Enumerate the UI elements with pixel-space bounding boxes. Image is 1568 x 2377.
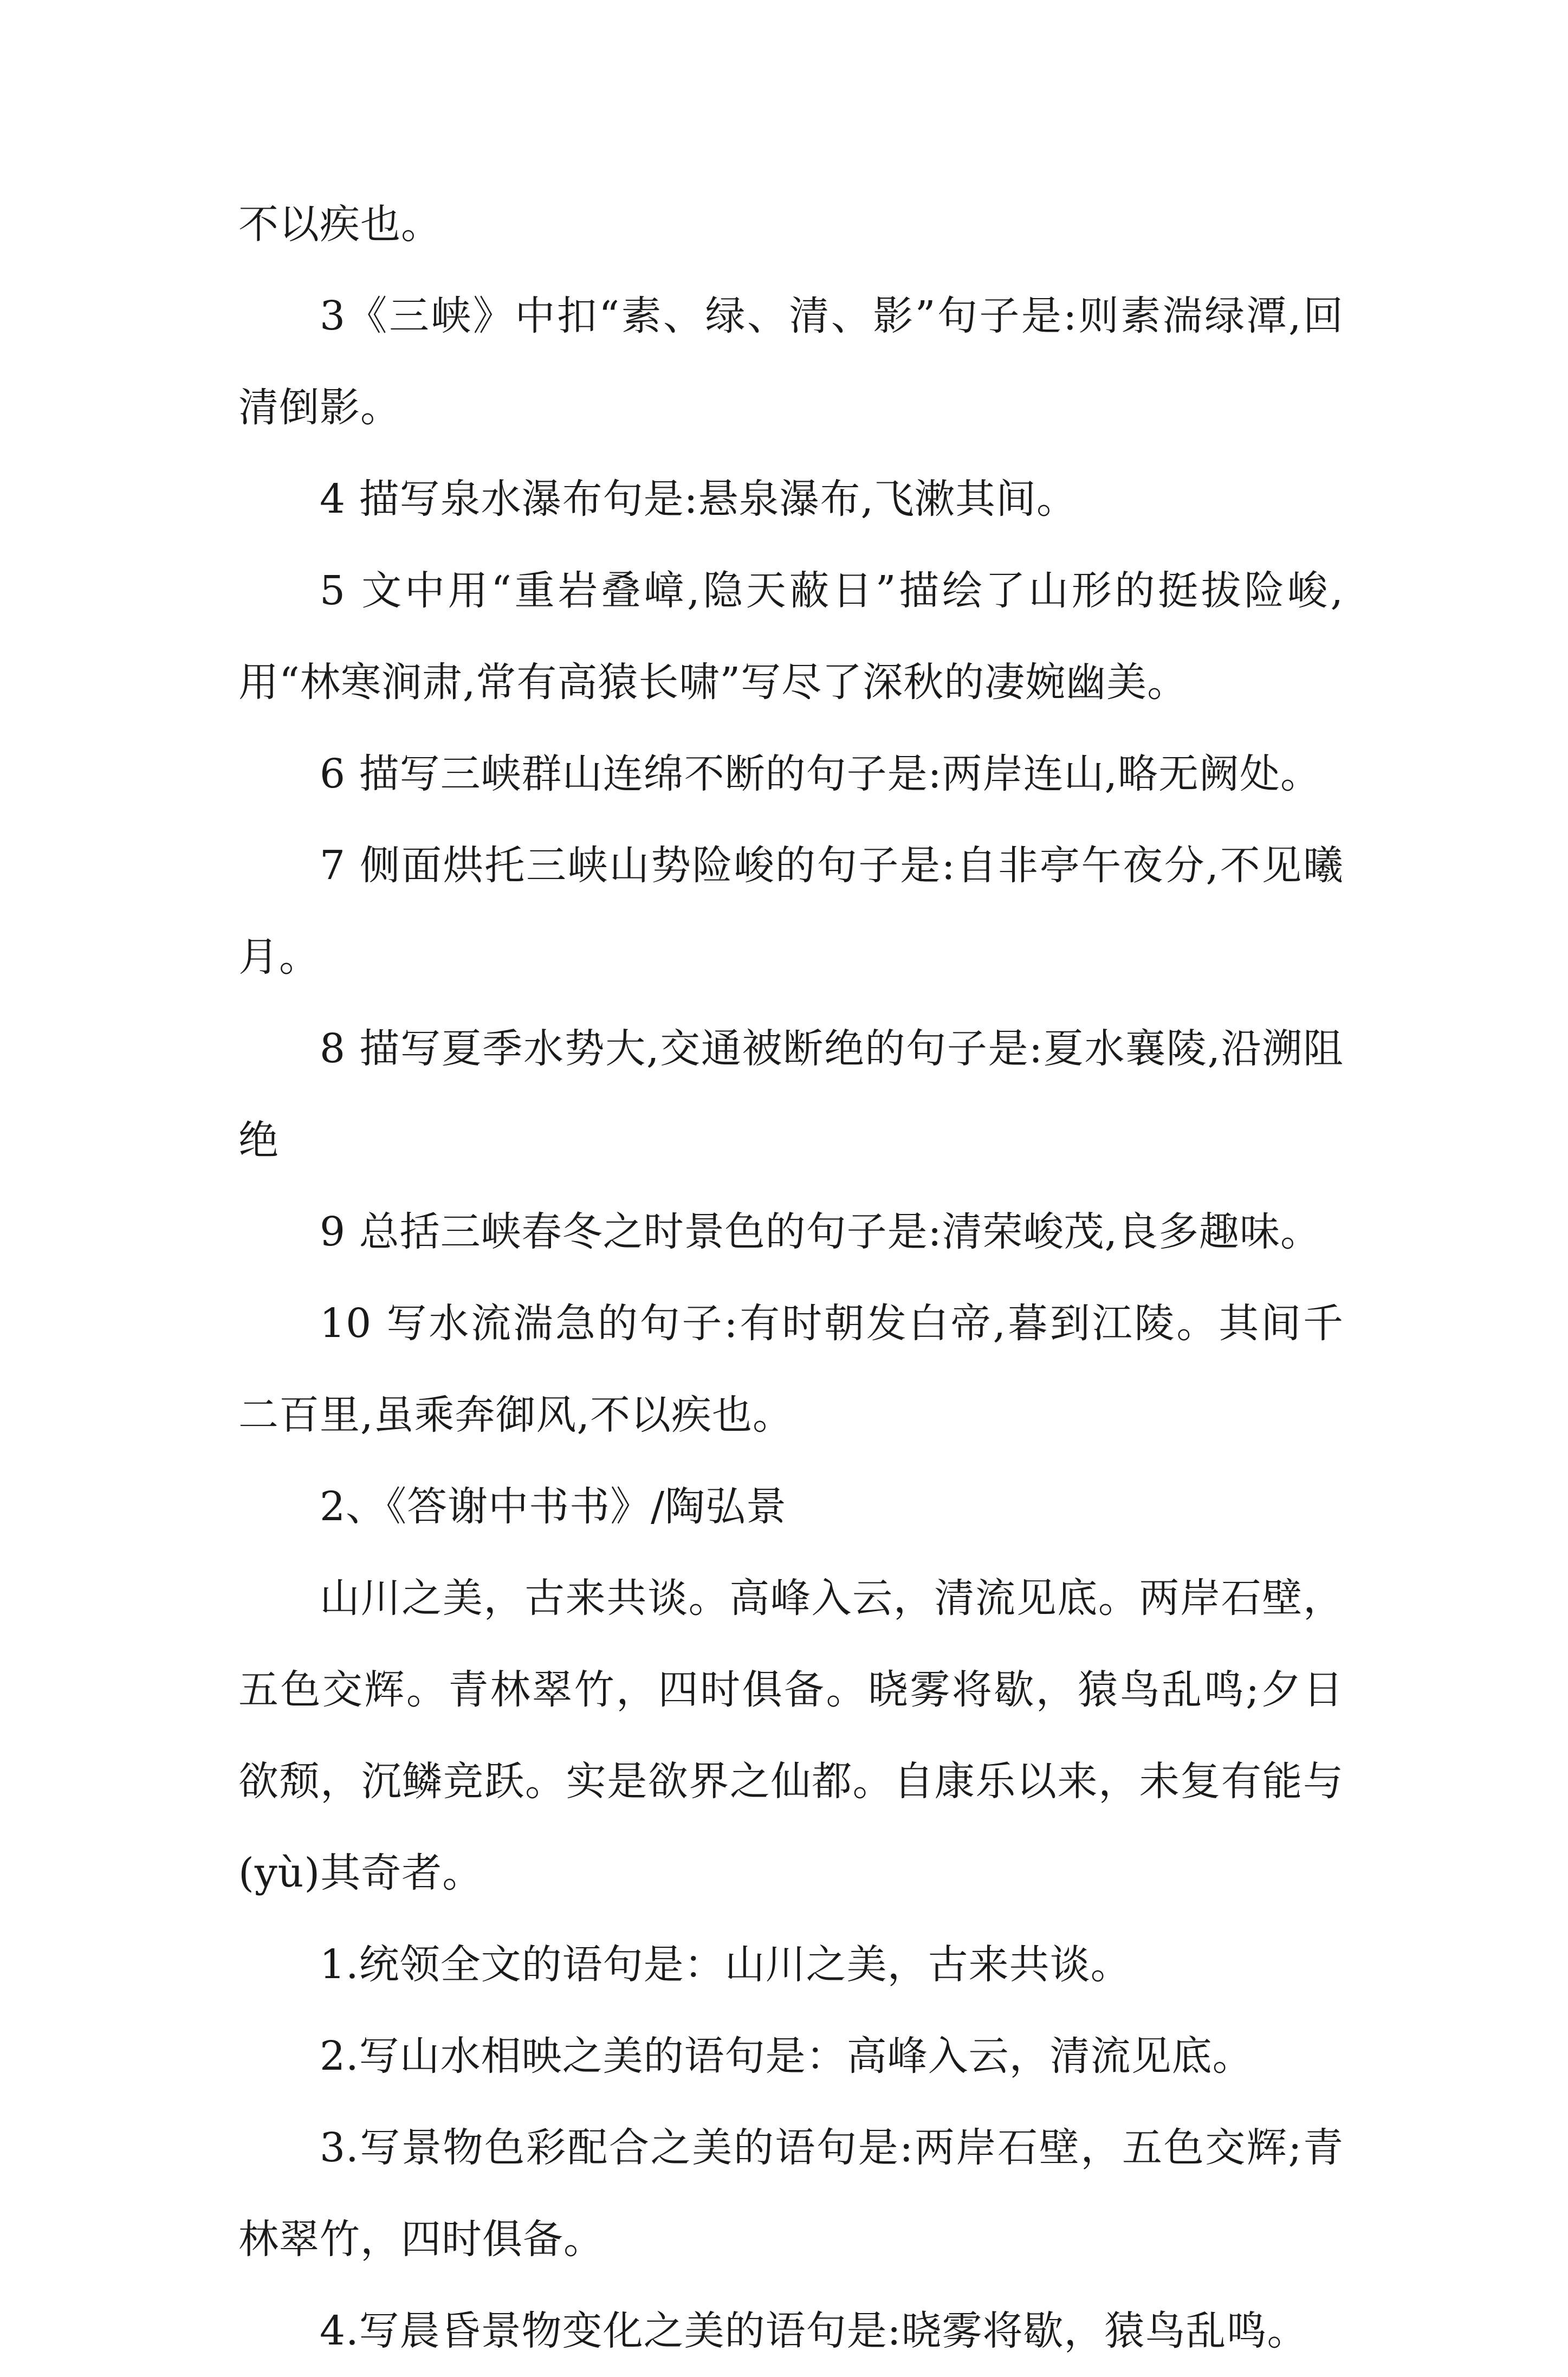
paragraph: 2.写山水相映之美的语句是：高峰入云，清流见底。 (320, 2033, 1253, 2079)
body-text (238, 179, 1344, 2377)
section-heading: 2、《答谢中书书》/陶弘景 (320, 1483, 787, 1530)
paragraph: 9 总括三峡春冬之时景色的句子是:清荣峻茂,良多趣味。 (320, 1209, 1321, 1255)
paragraph: 10 写水流湍急的句子:有时朝发白帝,暮到江陵。其间千二百里,虽乘奔御风,不以疾也。 (238, 1300, 1344, 1438)
paragraph: 6 描写三峡群山连绵不断的句子是:两岸连山,略无阙处。 (320, 751, 1321, 797)
paragraph: 1.统领全文的语句是：山川之美，古来共谈。 (320, 1941, 1131, 1988)
paragraph: 4 描写泉水瀑布句是:悬泉瀑布,飞漱其间。 (320, 476, 1078, 522)
paragraph: 3.写景物色彩配合之美的语句是:两岸石壁，五色交辉;青林翠竹，四时俱备。 (238, 2124, 1344, 2263)
paragraph: 山川之美，古来共谈。高峰入云，清流见底。两岸石壁，五色交辉。青林翠竹，四时俱备。晓雾将歇，猿鸟乱鸣;夕日欲颓，沉鳞竞跃。实是欲界之仙都。自康乐以来，未复有能与(yù)其奇者。 (238, 1575, 1344, 1896)
paragraph: 5 文中用“重岩叠嶂,隐天蔽日”描绘了山形的挺拔险峻,用“林寒涧肃,常有高猿长啸”写尽了深秋的凄婉幽美。 (238, 567, 1344, 706)
paragraph: 3《三峡》中扣“素、绿、清、影”句子是:则素湍绿潭,回清倒影。 (238, 293, 1344, 431)
paragraph: 8 描写夏季水势大,交通被断绝的句子是:夏水襄陵,沿溯阻绝 (238, 1025, 1344, 1164)
paragraph: 4.写晨昏景物变化之美的语句是:晓雾将歇，猿鸟乱鸣。 (320, 2308, 1308, 2354)
paragraph: 7 侧面烘托三峡山势险峻的句子是:自非亭午夜分,不见曦月。 (238, 842, 1344, 980)
paragraph: 不以疾也。 (238, 201, 442, 248)
